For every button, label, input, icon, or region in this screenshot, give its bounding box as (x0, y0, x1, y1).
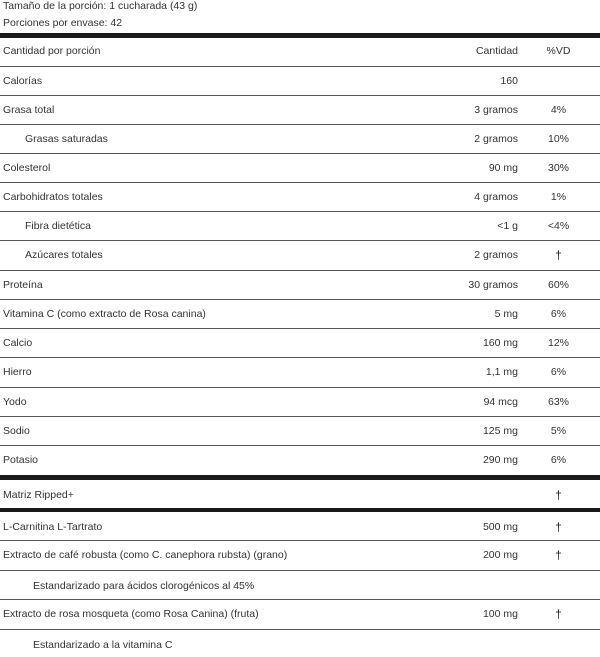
nutrient-name: Calcio (3, 337, 33, 349)
ingredient-amount: 200 mg (482, 549, 518, 561)
ingredient-daily-value: † (555, 520, 562, 534)
ingredient-name: L-Carnitina L-Tartrato (3, 521, 103, 533)
table-row (0, 300, 600, 329)
ingredient-daily-value: † (555, 548, 562, 562)
nutrient-daily-value: 6% (550, 308, 567, 320)
table-row (0, 571, 600, 600)
header-daily-value: %VD (546, 45, 571, 57)
nutrient-name: Azúcares totales (25, 249, 103, 261)
blend-name: Matriz Ripped+ (3, 489, 74, 501)
ingredient-amount: 500 mg (482, 521, 518, 533)
table-row (0, 125, 600, 154)
nutrient-amount: <1 g (497, 220, 518, 232)
table-row (0, 358, 600, 388)
table-row (0, 630, 600, 657)
header-amount: Cantidad (475, 45, 518, 57)
nutrient-name: Yodo (3, 396, 27, 408)
nutrient-daily-value: 12% (547, 337, 569, 349)
nutrient-daily-value: 5% (550, 425, 567, 437)
nutrient-name: Grasas saturadas (25, 133, 108, 145)
nutrient-name: Carbohidratos totales (3, 191, 103, 203)
nutrient-amount: 90 mg (488, 162, 518, 174)
table-row (0, 417, 600, 446)
table-row (0, 329, 600, 358)
nutrient-amount: 160 mg (482, 337, 518, 349)
nutrient-name: Potasio (3, 454, 39, 466)
nutrient-amount: 125 mg (482, 425, 518, 437)
servings-per-container: Porciones por envase: 42 (3, 17, 123, 29)
nutrient-amount: 5 mg (494, 308, 518, 320)
table-row (0, 241, 600, 271)
nutrient-daily-value: <4% (547, 220, 570, 232)
table-row (0, 67, 600, 96)
table-row (0, 96, 600, 125)
nutrient-amount: 290 mg (482, 454, 518, 466)
ingredient-name: Extracto de rosa mosqueta (como Rosa Canina) (fruta) (3, 608, 259, 620)
nutrient-daily-value: 4% (550, 104, 567, 116)
table-row (0, 388, 600, 417)
nutrient-name: Fibra dietética (25, 220, 91, 232)
nutrient-daily-value: 1% (550, 191, 567, 203)
table-row (0, 446, 600, 475)
nutrient-name: Hierro (3, 366, 32, 378)
nutrient-daily-value: 60% (547, 279, 569, 291)
nutrient-amount: 160 (500, 75, 518, 87)
nutrient-name: Proteína (3, 279, 43, 291)
nutrient-name: Vitamina C (como extracto de Rosa canina) (3, 308, 206, 320)
nutrient-name: Calorías (3, 75, 43, 87)
table-row (0, 600, 600, 630)
blend-row (0, 480, 600, 508)
nutrient-amount: 4 gramos (474, 191, 518, 203)
nutrient-amount: 3 gramos (474, 104, 518, 116)
table-row (0, 512, 600, 541)
table-row (0, 271, 600, 300)
ingredient-daily-value: † (555, 607, 562, 621)
ingredient-name: Extracto de café robusta (como C. canephora rubsta) (grano) (3, 549, 288, 561)
table-row (0, 183, 600, 212)
ingredient-name: Estandarizado para ácidos clorogénicos al 45% (33, 580, 255, 592)
table-row (0, 154, 600, 183)
nutrient-name: Grasa total (3, 104, 55, 116)
nutrient-amount: 1,1 mg (485, 366, 518, 378)
blend-daily-value: † (555, 488, 562, 502)
nutrient-daily-value: 10% (547, 133, 569, 145)
ingredient-amount: 100 mg (482, 608, 518, 620)
nutrient-name: Sodio (3, 425, 30, 437)
nutrient-daily-value: 6% (550, 366, 567, 378)
nutrient-daily-value: 63% (547, 396, 569, 408)
nutrient-name: Colesterol (3, 162, 51, 174)
serving-size: Tamaño de la porción: 1 cucharada (43 g) (3, 0, 198, 12)
table-row (0, 541, 600, 571)
nutrient-amount: 2 gramos (474, 133, 518, 145)
header-amount-per-serving: Cantidad por porción (3, 45, 101, 57)
table-row (0, 212, 600, 241)
nutrient-daily-value: 6% (550, 454, 567, 466)
nutrient-amount: 2 gramos (474, 249, 518, 261)
nutrient-daily-value: † (555, 248, 562, 262)
nutrient-amount: 94 mcg (483, 396, 518, 408)
table-header (0, 38, 600, 67)
nutrient-amount: 30 gramos (468, 279, 518, 291)
nutrient-daily-value: 30% (547, 162, 569, 174)
ingredient-name: Estandarizado a la vitamina C (33, 639, 173, 651)
